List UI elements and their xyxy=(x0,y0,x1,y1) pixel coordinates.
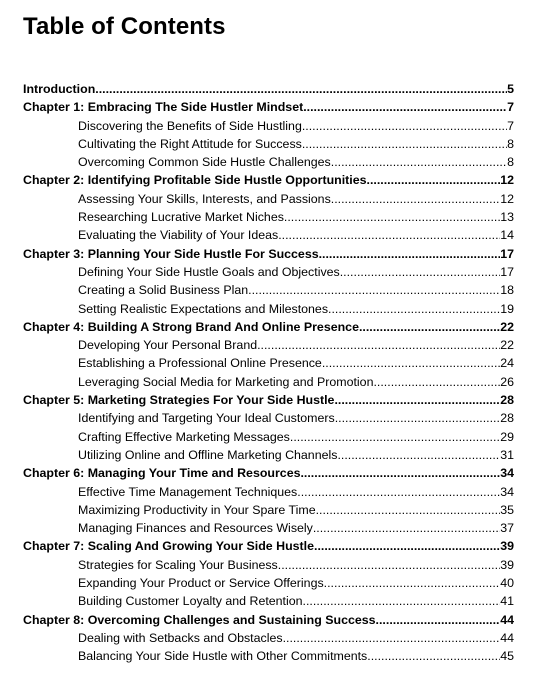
toc-entry-title: Leveraging Social Media for Marketing and Promotion xyxy=(78,374,374,389)
toc-entry-title: Crafting Effective Marketing Messages xyxy=(78,429,290,444)
toc-chapter-entry[interactable] xyxy=(23,98,514,116)
toc-chapter-entry[interactable] xyxy=(23,80,514,98)
dot-leader xyxy=(297,483,500,501)
toc-chapter-entry[interactable] xyxy=(23,391,514,409)
toc-page-number: 37 xyxy=(500,521,514,536)
toc-page-number: 40 xyxy=(500,576,514,591)
dot-leader xyxy=(367,171,501,189)
toc-page-number: 34 xyxy=(500,466,514,481)
toc-page-number: 28 xyxy=(500,393,514,408)
toc-entry-title: Chapter 4: Building A Strong Brand And Online Presence xyxy=(23,319,359,334)
dot-leader xyxy=(257,336,500,354)
dot-leader xyxy=(335,409,501,427)
toc-entry-title: Maximizing Productivity in Your Spare Time xyxy=(78,502,316,517)
dot-leader xyxy=(359,318,500,336)
toc-section-entry[interactable] xyxy=(23,409,514,427)
dot-leader xyxy=(302,117,507,135)
toc-entry-title: Introduction xyxy=(23,82,96,96)
toc-entry-title: Chapter 1: Embracing The Side Hustler Mindset xyxy=(23,100,304,115)
toc-entry-title: Evaluating the Viability of Your Ideas xyxy=(78,228,279,243)
dot-leader xyxy=(290,428,500,446)
dot-leader xyxy=(283,629,501,647)
toc-page-number: 44 xyxy=(500,630,514,645)
toc-page-number: 29 xyxy=(500,429,514,444)
toc-entry-title: Overcoming Common Side Hustle Challenges xyxy=(78,155,331,170)
dot-leader xyxy=(322,354,500,372)
toc-chapter-entry[interactable] xyxy=(23,464,514,482)
toc-entry-title: Expanding Your Product or Service Offerings xyxy=(78,576,324,591)
toc-chapter-entry[interactable] xyxy=(23,318,514,336)
toc-page-number: 14 xyxy=(500,228,514,243)
toc-page-number: 39 xyxy=(500,539,514,554)
toc-section-entry[interactable] xyxy=(23,226,514,244)
toc-entry-title: Building Customer Loyalty and Retention xyxy=(78,594,303,609)
dot-leader xyxy=(313,519,500,537)
toc-page-number: 12 xyxy=(500,191,514,206)
toc-page-number: 35 xyxy=(500,502,514,517)
toc-entry-title: Assessing Your Skills, Interests, and Passions xyxy=(78,191,331,206)
toc-section-entry[interactable] xyxy=(23,592,514,610)
dot-leader xyxy=(278,226,500,244)
dot-leader xyxy=(324,574,501,592)
toc-page-number: 24 xyxy=(500,356,514,371)
toc-entry-title: Identifying and Targeting Your Ideal Customers xyxy=(78,411,335,426)
toc-page-number: 8 xyxy=(507,155,514,170)
toc-page-number: 22 xyxy=(500,338,514,353)
toc-section-entry[interactable] xyxy=(23,647,514,665)
toc-section-entry[interactable] xyxy=(23,153,514,171)
toc-page-number: 44 xyxy=(500,612,514,627)
toc-entry-title: Strategies for Scaling Your Business xyxy=(78,557,278,572)
toc-entry-title: Dealing with Setbacks and Obstacles xyxy=(78,630,283,645)
toc-page-number: 17 xyxy=(500,264,514,279)
dot-leader xyxy=(95,80,507,98)
toc-section-entry[interactable] xyxy=(23,281,514,299)
toc-section-entry[interactable] xyxy=(23,190,514,208)
toc-section-entry[interactable] xyxy=(23,336,514,354)
toc-section-entry[interactable] xyxy=(23,263,514,281)
toc-page-number: 45 xyxy=(500,649,514,664)
toc-section-entry[interactable] xyxy=(23,519,514,537)
dot-leader xyxy=(300,464,500,482)
toc-page-number: 7 xyxy=(507,118,514,133)
toc-section-entry[interactable] xyxy=(23,354,514,372)
toc-page-number: 8 xyxy=(507,136,514,151)
toc-chapter-entry[interactable] xyxy=(23,537,514,555)
dot-leader xyxy=(331,190,500,208)
toc-entry-title: Effective Time Management Techniques xyxy=(78,484,298,499)
toc-section-entry[interactable] xyxy=(23,428,514,446)
toc-entry-title: Setting Realistic Expectations and Milestones xyxy=(78,301,329,316)
toc-entry-title: Chapter 5: Marketing Strategies For Your Side Hustle xyxy=(23,393,335,408)
dot-leader xyxy=(367,647,500,665)
toc-page-number: 12 xyxy=(500,173,514,188)
toc-section-entry[interactable] xyxy=(23,135,514,153)
dot-leader xyxy=(334,391,500,409)
toc-page-number: 22 xyxy=(500,319,514,334)
toc-page-number: 17 xyxy=(500,246,514,261)
toc-entry-title: Developing Your Personal Brand xyxy=(78,338,258,353)
toc-section-entry[interactable] xyxy=(23,208,514,226)
toc-page-number: 26 xyxy=(500,374,514,389)
dot-leader xyxy=(303,98,507,116)
dot-leader xyxy=(303,592,501,610)
toc-entry-title: Chapter 2: Identifying Profitable Side Hustle Opportunities xyxy=(23,173,367,188)
dot-leader xyxy=(340,263,500,281)
dot-leader xyxy=(278,556,500,574)
toc-entry-title: Chapter 8: Overcoming Challenges and Sustaining Success xyxy=(23,612,376,627)
toc-section-entry[interactable] xyxy=(23,373,514,391)
toc-section-entry[interactable] xyxy=(23,574,514,592)
dot-leader xyxy=(319,245,501,263)
toc-page-number: 7 xyxy=(507,100,514,115)
toc-entry-title: Cultivating the Right Attitude for Success xyxy=(78,136,302,151)
toc-entry-title: Establishing a Professional Online Presence xyxy=(78,356,322,371)
toc-section-entry[interactable] xyxy=(23,117,514,135)
toc-section-entry[interactable] xyxy=(23,483,514,501)
dot-leader xyxy=(376,611,501,629)
toc-section-entry[interactable] xyxy=(23,556,514,574)
toc-page-number: 13 xyxy=(500,210,514,225)
toc-page-number: 19 xyxy=(500,301,514,316)
toc-chapter-entry[interactable] xyxy=(23,171,514,189)
toc-entry-title: Researching Lucrative Market Niches xyxy=(78,210,284,225)
toc-page-number: 34 xyxy=(500,484,514,499)
dot-leader xyxy=(284,208,500,226)
dot-leader xyxy=(248,281,500,299)
dot-leader xyxy=(314,537,500,555)
dot-leader xyxy=(328,300,500,318)
toc-chapter-entry[interactable] xyxy=(23,611,514,629)
dot-leader xyxy=(302,135,507,153)
toc-section-entry[interactable] xyxy=(23,300,514,318)
toc-entry-title: Balancing Your Side Hustle with Other Commitments xyxy=(78,649,368,664)
toc-chapter-entry[interactable] xyxy=(23,245,514,263)
dot-leader xyxy=(316,501,501,519)
toc-page-number: 28 xyxy=(500,411,514,426)
toc-entry-title: Discovering the Benefits of Side Hustling xyxy=(78,118,302,133)
dot-leader xyxy=(337,446,500,464)
toc-section-entry[interactable] xyxy=(23,446,514,464)
table-of-contents xyxy=(23,80,514,666)
toc-entry-title: Chapter 3: Planning Your Side Hustle For Success xyxy=(23,246,319,261)
toc-page-number: 5 xyxy=(507,82,514,96)
toc-entry-title: Managing Finances and Resources Wisely xyxy=(78,521,313,536)
toc-entry-title: Creating a Solid Business Plan xyxy=(78,283,249,298)
toc-entry-title: Chapter 6: Managing Your Time and Resources xyxy=(23,466,301,481)
toc-page-number: 39 xyxy=(500,557,514,572)
toc-section-entry[interactable] xyxy=(23,629,514,647)
dot-leader xyxy=(331,153,507,171)
toc-entry-title: Defining Your Side Hustle Goals and Objectives xyxy=(78,264,340,279)
toc-section-entry[interactable] xyxy=(23,501,514,519)
toc-page-number: 41 xyxy=(500,594,514,609)
toc-page-number: 31 xyxy=(500,447,514,462)
page-title: Table of Contents xyxy=(23,13,226,40)
toc-page-number: 18 xyxy=(500,283,514,298)
dot-leader xyxy=(373,373,500,391)
toc-entry-title: Utilizing Online and Offline Marketing Channels xyxy=(78,447,338,462)
toc-entry-title: Chapter 7: Scaling And Growing Your Side Hustle xyxy=(23,539,314,554)
